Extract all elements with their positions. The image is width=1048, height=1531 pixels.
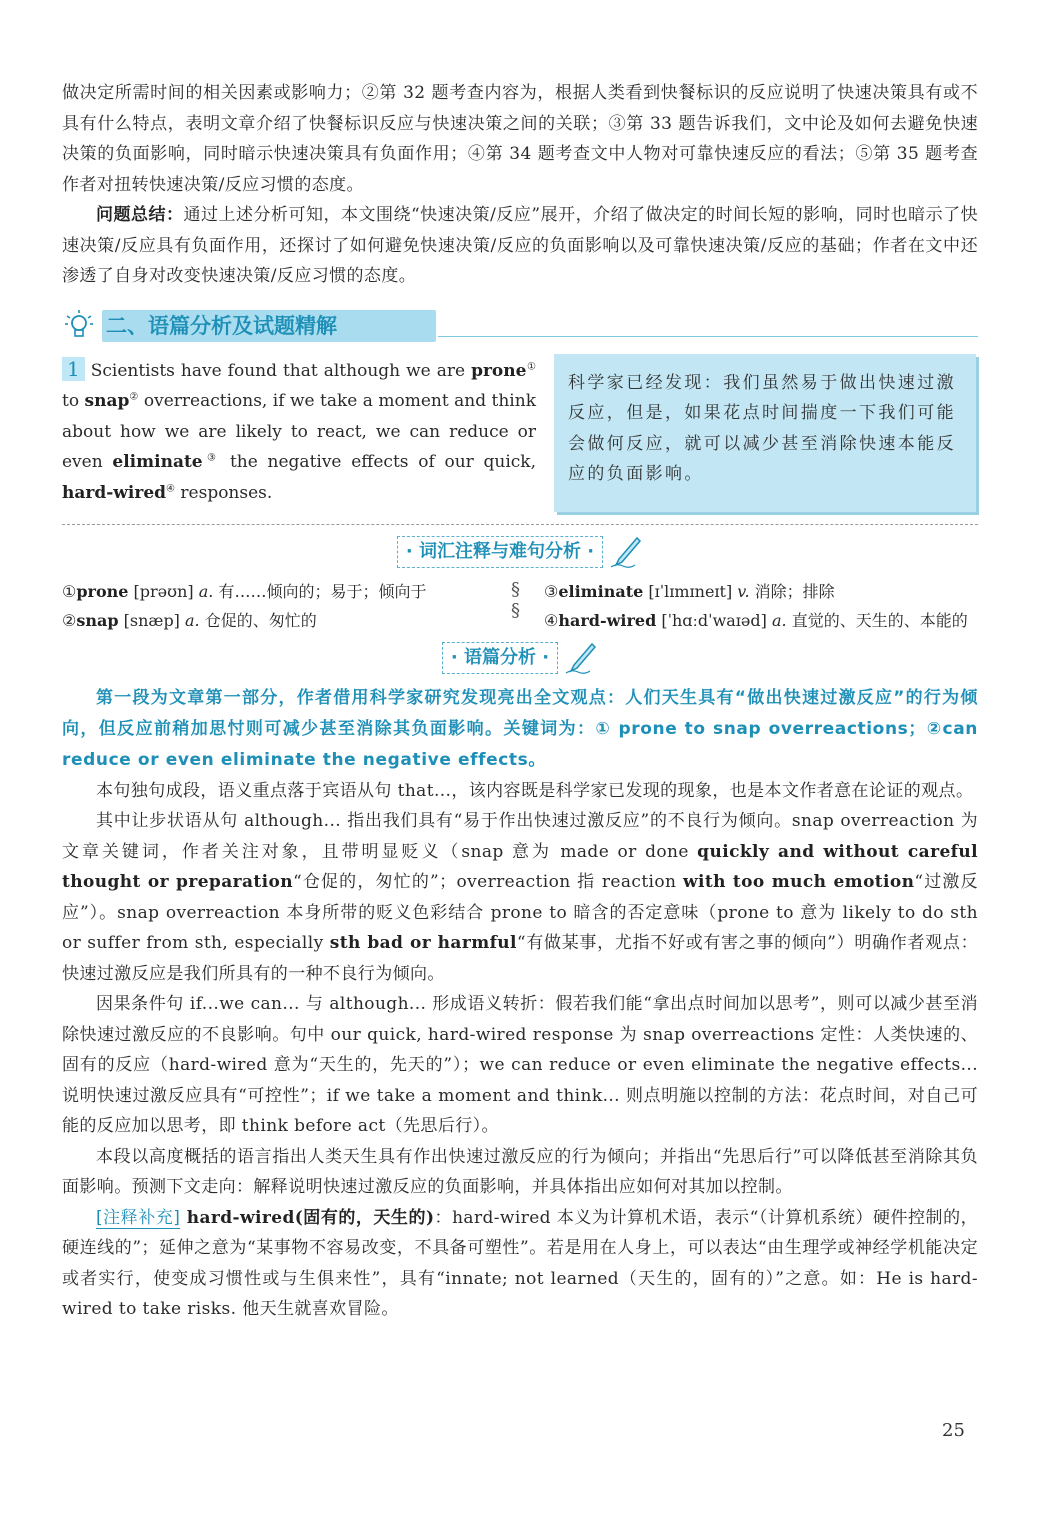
vocab-pos: a. [771, 610, 787, 630]
keyword-prone: prone [471, 360, 527, 381]
vocab-word: hard-wired [558, 610, 657, 630]
analysis-paragraph-2 [62, 806, 978, 989]
summary-text: 通过上述分析可知，本文围绕“快速决策/反应”展开，介绍了做决定的时间长短的影响，同时也暗示了快速决策/反应具有负面作用，还探讨了如何避免快速决策/反应的负面影响以及可靠快速决策/反应的基础；作者在文中还渗透了自身对改变快速决策/反应习惯的态度。 [62, 205, 978, 286]
vocab-word: eliminate [558, 581, 644, 601]
pen-icon [607, 535, 643, 571]
vocab-phonetic: [ɪˈlɪmɪneɪt] [648, 581, 733, 601]
para-text: Scientists have found that although we are [90, 360, 472, 381]
note-text: ：hard-wired 本义为计算机术语，表示“（计算机系统）硬件控制的，硬连线的”；延伸之意为“某事物不容易改变，不具备可塑性”。若是用在人身上，可以表达“由生理学或神经学机能决定或者实行，使变成习惯性或与生俱来性”，具有“innate; not learned（天生的，固有的）”之意。如：He is hard-wired to take risks. 他天生就喜欢冒险。 [62, 1207, 979, 1319]
vocab-num: ④ [544, 610, 559, 630]
analysis-text: “有做某事，尤指不好或有害之事的倾向”）明确作者观点：快速过激反应是我们所具有的一种不良行为倾向。 [62, 933, 978, 984]
dotted-divider [62, 524, 978, 525]
vocab-word: prone [76, 581, 129, 601]
vocab-item [62, 577, 426, 606]
paragraph-number: 1 [62, 357, 85, 381]
vocab-meaning: 仓促的、匆忙的 [204, 610, 317, 630]
vocab-phonetic: [ˈhɑːdˈwaɪəd] [661, 610, 767, 630]
para-text: to [62, 391, 85, 411]
para-text: the negative effects of our quick, [220, 452, 536, 472]
section-rule [438, 336, 978, 337]
vocab-phonetic: [prəʊn] [133, 581, 194, 601]
paragraph-block [62, 354, 978, 516]
analysis-bold: quickly and without careful thought or preparation [62, 841, 978, 892]
pen-icon [562, 641, 598, 677]
footnote-mark: ③ [202, 452, 221, 464]
vocab-pos: a. [198, 581, 214, 601]
note-paragraph [62, 1203, 978, 1325]
keyword-eliminate: eliminate [112, 452, 203, 472]
analysis-text: 其中让步状语从句 although... 指出我们具有“易于作出快速过激反应”的不良行为倾向。snap overreaction 为文章关键词，作者关注对象，且带明显贬义（snap 意为 made or done [62, 811, 978, 862]
para-text: responses. [175, 482, 273, 503]
vocab-pos: v. [737, 581, 750, 601]
vocab-meaning: 直觉的、天生的、本能的 [791, 610, 968, 630]
vocab-meaning: 有……倾向的；易于；倾向于 [218, 581, 427, 601]
footnote-mark: ② [129, 391, 139, 403]
note-tag: [注释补充] [96, 1207, 181, 1228]
analysis-paragraph-1: 本句独句成段，语义重点落于宾语从句 that...，该内容既是科学家已发现的现象，也是本文作者意在论证的观点。 [96, 780, 974, 801]
vocab-word: snap [76, 610, 119, 630]
summary-label: 问题总结： [96, 205, 184, 225]
analysis-heading [62, 641, 978, 677]
vocab-heading-label: · 词汇注释与难句分析 · [397, 536, 603, 568]
summary-paragraph [62, 200, 978, 292]
intro-paragraph: 做决定所需时间的相关因素或影响力；②第 32 题考查内容为，根据人类看到快餐标识的反应说明了快速决策具有或不具有什么特点，表明文章介绍了快餐标识反应与快速决策之间的关联；③第 33 题告诉我们，文中论及如何去避免快速决策的负面影响，同时暗示快速决策具有负面作用；④第 34 题考查文中人物对可靠快速反应的看法；⑤第 35 题考查作者对扭转快速决策/反应习惯的态度。 [62, 83, 978, 195]
vocab-heading [62, 535, 978, 571]
analysis-heading-label: · 语篇分析 · [442, 642, 558, 674]
vocab-phonetic: [snæp] [123, 610, 180, 630]
analysis-bold: sth bad or harmful [329, 933, 517, 953]
vocab-item [544, 606, 968, 635]
vocab-meaning: 消除；排除 [754, 581, 835, 601]
vocab-num: ② [62, 610, 77, 630]
section-heading [62, 306, 978, 346]
analysis-text: “过激反应”）。snap overreaction 本身所带的贬义色彩结合 prone to 暗含的否定意味（prone to 意为 likely to do sth or suffer from sth, especially [62, 872, 978, 953]
analysis-text: “仓促的，匆忙的”；overreaction 指 reaction [293, 872, 683, 892]
analysis-summary: 第一段为文章第一部分，作者借用科学家研究发现亮出全文观点：人们天生具有“做出快速过激反应”的行为倾向，但反应前稍加思忖则可减少甚至消除其负面影响。关键词为：① prone to snap overreactions；②can reduce or even eliminate the negative effects。 [62, 687, 978, 770]
vocab-num: ① [62, 581, 77, 601]
page-number: 25 [942, 1420, 965, 1441]
analysis-paragraph-3: 因果条件句 if...we can... 与 although... 形成语义转折：假若我们能“拿出点时间加以思考”，则可以减少甚至消除快速过激反应的不良影响。句中 our quick, hard-wired response 为 snap overreactions 定性：人类快速的、固有的反应（hard-wired 意为“天生的，先天的”）；we can reduce or even eliminate the negative effects... 说明快速过激反应具有“可控性”；if we take a moment and think... 则点明施以控制的方法：花点时间，对自己可能的反应加以思考，即 think before act（先思后行）。 [62, 994, 978, 1136]
vocab-item [62, 606, 317, 635]
page-content [62, 78, 978, 1325]
vocab-item [544, 577, 835, 606]
analysis-bold: with too much emotion [682, 872, 915, 892]
para-text: overreactions, if we take a moment and think about how we are likely to react, we can reduce or even [62, 391, 536, 472]
lightbulb-icon [62, 308, 96, 342]
footnote-mark: ④ [166, 482, 175, 494]
vocab-pos: a. [185, 610, 200, 630]
keyword-snap: snap [84, 391, 130, 411]
wave-divider-icon: § § [511, 578, 520, 621]
note-term: hard-wired(固有的，天生的) [180, 1207, 435, 1228]
analysis-paragraph-4: 本段以高度概括的语言指出人类天生具有作出快速过激反应的行为倾向；并指出“先思后行”可以降低甚至消除其负面影响。预测下文走向：解释说明快速过激反应的负面影响，并具体指出应如何对其加以控制。 [62, 1146, 978, 1197]
footnote-mark: ① [526, 360, 537, 372]
translation-box: 科学家已经发现：我们虽然易于做出快速过激反应，但是，如果花点时间揣度一下我们可能会做何反应，就可以减少甚至消除快速本能反应的负面影响。 [554, 354, 976, 512]
vocab-num: ③ [544, 581, 559, 601]
english-paragraph [62, 354, 536, 509]
keyword-hard-wired: hard-wired [62, 482, 167, 503]
vocab-list [62, 577, 978, 637]
section-title: 二、语篇分析及试题精解 [106, 313, 337, 338]
